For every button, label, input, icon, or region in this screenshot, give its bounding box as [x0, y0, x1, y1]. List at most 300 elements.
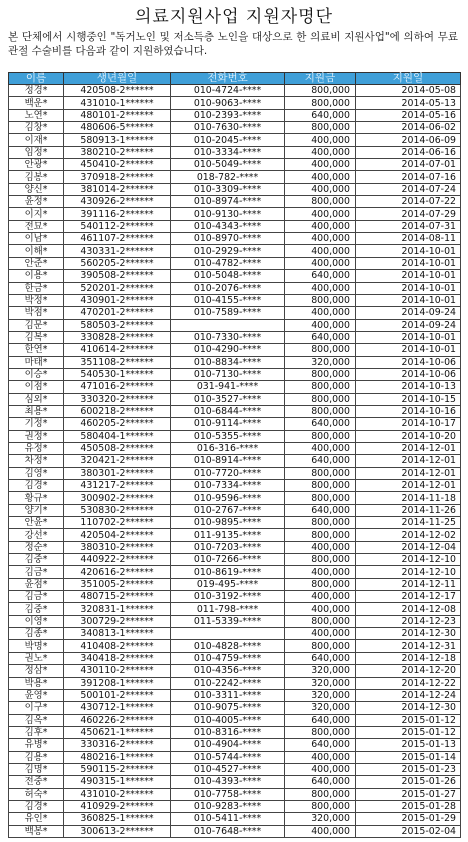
cell-birthdate: 380310-2****** [64, 541, 171, 553]
cell-date: 2014-07-31 [356, 220, 461, 232]
cell-name: 심외* [9, 393, 64, 405]
cell-date: 2014-10-13 [356, 381, 461, 393]
cell-birthdate: 470201-2****** [64, 307, 171, 319]
cell-phone: 010-6844-**** [171, 405, 285, 417]
cell-name: 윤영* [9, 689, 64, 701]
table-row [9, 418, 461, 430]
cell-birthdate: 600218-2****** [64, 405, 171, 417]
cell-amount: 400,000 [285, 566, 356, 578]
table-row [9, 257, 461, 269]
cell-amount: 640,000 [285, 270, 356, 282]
cell-amount: 800,000 [285, 122, 356, 134]
cell-amount: 320,000 [285, 702, 356, 714]
cell-amount: 400,000 [285, 245, 356, 257]
cell-birthdate: 480101-2****** [64, 109, 171, 121]
table-row [9, 615, 461, 627]
cell-amount: 640,000 [285, 739, 356, 751]
cell-birthdate: 430110-2****** [64, 665, 171, 677]
cell-phone: 010-9114-**** [171, 418, 285, 430]
cell-birthdate: 450410-2****** [64, 159, 171, 171]
cell-date: 2014-12-24 [356, 689, 461, 701]
header-phone: 전화번호 [171, 73, 285, 85]
cell-amount: 800,000 [285, 294, 356, 306]
cell-date: 2014-11-25 [356, 517, 461, 529]
cell-amount: 640,000 [285, 776, 356, 788]
table-row [9, 97, 461, 109]
table-row [9, 813, 461, 825]
table-row [9, 554, 461, 566]
table-row [9, 233, 461, 245]
cell-name: 유정* [9, 442, 64, 454]
cell-name: 김문* [9, 319, 64, 331]
cell-amount: 800,000 [285, 85, 356, 97]
cell-name: 이지* [9, 208, 64, 220]
cell-phone: 010-4527-**** [171, 763, 285, 775]
cell-phone [171, 628, 285, 640]
cell-phone: 010-2393-**** [171, 109, 285, 121]
cell-birthdate: 370918-2****** [64, 171, 171, 183]
cell-phone: 010-2767-**** [171, 504, 285, 516]
cell-birthdate: 430712-1****** [64, 702, 171, 714]
table-row [9, 122, 461, 134]
cell-amount: 320,000 [285, 813, 356, 825]
cell-phone: 010-8914-**** [171, 455, 285, 467]
header-birthdate: 생년월일 [64, 73, 171, 85]
cell-name: 정삼* [9, 665, 64, 677]
cell-birthdate: 560205-2****** [64, 257, 171, 269]
table-row [9, 640, 461, 652]
cell-amount: 640,000 [285, 504, 356, 516]
cell-phone: 011-798-**** [171, 603, 285, 615]
cell-amount: 400,000 [285, 257, 356, 269]
cell-amount: 640,000 [285, 109, 356, 121]
table-row [9, 467, 461, 479]
cell-name: 이용* [9, 270, 64, 282]
table-row [9, 726, 461, 738]
cell-date: 2014-10-20 [356, 430, 461, 442]
table-row [9, 529, 461, 541]
cell-date: 2014-12-01 [356, 480, 461, 492]
header-amount: 지원금 [285, 73, 356, 85]
cell-amount: 800,000 [285, 640, 356, 652]
cell-birthdate: 410408-2****** [64, 640, 171, 652]
table-row [9, 109, 461, 121]
cell-birthdate: 420504-2****** [64, 529, 171, 541]
cell-name: 정경* [9, 85, 64, 97]
cell-date: 2014-10-01 [356, 282, 461, 294]
cell-birthdate: 450621-1****** [64, 726, 171, 738]
cell-birthdate: 580503-2****** [64, 319, 171, 331]
table-row [9, 541, 461, 553]
cell-phone: 010-9063-**** [171, 97, 285, 109]
cell-amount: 800,000 [285, 492, 356, 504]
cell-phone: 010-9075-**** [171, 702, 285, 714]
cell-date: 2014-12-10 [356, 554, 461, 566]
cell-birthdate: 480606-5****** [64, 122, 171, 134]
table-row [9, 356, 461, 368]
cell-name: 이점* [9, 381, 64, 393]
cell-name: 김경* [9, 480, 64, 492]
cell-name: 차정* [9, 455, 64, 467]
cell-name: 안윤* [9, 517, 64, 529]
cell-date: 2015-01-12 [356, 714, 461, 726]
cell-date: 2014-12-30 [356, 628, 461, 640]
table-row [9, 134, 461, 146]
table-row [9, 393, 461, 405]
cell-name: 최용* [9, 405, 64, 417]
cell-amount: 400,000 [285, 763, 356, 775]
cell-birthdate: 460205-2****** [64, 418, 171, 430]
table-row [9, 665, 461, 677]
table-row [9, 578, 461, 590]
cell-phone: 010-3192-**** [171, 591, 285, 603]
table-row [9, 307, 461, 319]
cell-name: 김경* [9, 800, 64, 812]
table-row [9, 702, 461, 714]
cell-name: 전중* [9, 776, 64, 788]
cell-phone: 010-7334-**** [171, 480, 285, 492]
cell-date: 2015-01-26 [356, 776, 461, 788]
cell-date: 2014-09-24 [356, 319, 461, 331]
cell-name: 권노* [9, 652, 64, 664]
cell-name: 마태* [9, 356, 64, 368]
cell-date: 2014-10-06 [356, 356, 461, 368]
table-row [9, 245, 461, 257]
cell-name: 노연* [9, 109, 64, 121]
cell-amount: 800,000 [285, 554, 356, 566]
cell-name: 안광* [9, 159, 64, 171]
table-row [9, 146, 461, 158]
cell-date: 2015-01-29 [356, 813, 461, 825]
cell-phone: 010-2076-**** [171, 282, 285, 294]
cell-birthdate: 320421-2****** [64, 455, 171, 467]
cell-name: 김영* [9, 467, 64, 479]
cell-amount: 800,000 [285, 578, 356, 590]
table-row [9, 517, 461, 529]
cell-phone: 010-5048-**** [171, 270, 285, 282]
cell-phone: 010-9895-**** [171, 517, 285, 529]
cell-phone: 010-7330-**** [171, 331, 285, 343]
cell-date: 2014-12-10 [356, 566, 461, 578]
cell-date: 2014-12-22 [356, 677, 461, 689]
cell-phone: 010-4782-**** [171, 257, 285, 269]
table-row [9, 504, 461, 516]
cell-name: 강선* [9, 529, 64, 541]
cell-birthdate: 580913-1****** [64, 134, 171, 146]
table-row [9, 689, 461, 701]
cell-date: 2014-07-01 [356, 159, 461, 171]
cell-phone: 010-4155-**** [171, 294, 285, 306]
cell-date: 2014-08-11 [356, 233, 461, 245]
cell-name: 김봉* [9, 171, 64, 183]
cell-birthdate: 530830-2****** [64, 504, 171, 516]
cell-name: 유병* [9, 739, 64, 751]
cell-amount: 400,000 [285, 146, 356, 158]
cell-amount: 400,000 [285, 220, 356, 232]
cell-phone: 010-4393-**** [171, 776, 285, 788]
cell-amount: 400,000 [285, 628, 356, 640]
cell-phone: 010-7589-**** [171, 307, 285, 319]
cell-date: 2014-12-30 [356, 702, 461, 714]
cell-name: 정순* [9, 541, 64, 553]
cell-birthdate: 460226-2****** [64, 714, 171, 726]
cell-date: 2014-10-01 [356, 245, 461, 257]
cell-date: 2015-01-13 [356, 739, 461, 751]
cell-name: 이승* [9, 368, 64, 380]
cell-birthdate: 480216-1****** [64, 751, 171, 763]
cell-name: 전묘* [9, 220, 64, 232]
cell-amount: 800,000 [285, 726, 356, 738]
cell-name: 김복* [9, 331, 64, 343]
cell-amount: 400,000 [285, 307, 356, 319]
cell-birthdate: 540530-1****** [64, 368, 171, 380]
cell-date: 2014-12-31 [356, 640, 461, 652]
cell-birthdate: 330316-2****** [64, 739, 171, 751]
cell-phone: 010-4759-**** [171, 652, 285, 664]
cell-name: 윤점* [9, 578, 64, 590]
cell-name: 이남* [9, 233, 64, 245]
cell-date: 2014-10-17 [356, 418, 461, 430]
cell-amount: 400,000 [285, 825, 356, 837]
cell-phone: 010-4290-**** [171, 344, 285, 356]
cell-phone: 010-4904-**** [171, 739, 285, 751]
cell-name: 김금* [9, 566, 64, 578]
cell-amount: 320,000 [285, 356, 356, 368]
cell-date: 2014-12-01 [356, 455, 461, 467]
cell-name: 이구* [9, 702, 64, 714]
cell-name: 김중* [9, 554, 64, 566]
cell-amount: 400,000 [285, 159, 356, 171]
cell-birthdate: 430331-2****** [64, 245, 171, 257]
cell-date: 2014-06-09 [356, 134, 461, 146]
cell-birthdate: 320831-1****** [64, 603, 171, 615]
cell-date: 2015-01-28 [356, 800, 461, 812]
cell-birthdate: 420508-2****** [64, 85, 171, 97]
cell-date: 2014-12-17 [356, 591, 461, 603]
cell-birthdate: 391208-1****** [64, 677, 171, 689]
cell-date: 2014-12-23 [356, 615, 461, 627]
cell-phone: 031-941-**** [171, 381, 285, 393]
cell-name: 양신* [9, 183, 64, 195]
cell-phone [171, 319, 285, 331]
cell-date: 2014-10-06 [356, 368, 461, 380]
cell-amount: 320,000 [285, 677, 356, 689]
table-row [9, 492, 461, 504]
cell-phone: 010-5049-**** [171, 159, 285, 171]
cell-amount: 800,000 [285, 430, 356, 442]
cell-phone: 010-7203-**** [171, 541, 285, 553]
table-row [9, 591, 461, 603]
table-row [9, 196, 461, 208]
cell-birthdate: 580404-1****** [64, 430, 171, 442]
cell-amount: 800,000 [285, 480, 356, 492]
table-row [9, 442, 461, 454]
cell-phone: 011-9135-**** [171, 529, 285, 541]
cell-birthdate: 300729-2****** [64, 615, 171, 627]
cell-birthdate: 430901-2****** [64, 294, 171, 306]
table-row [9, 566, 461, 578]
cell-amount: 400,000 [285, 591, 356, 603]
cell-amount: 800,000 [285, 381, 356, 393]
cell-date: 2015-02-04 [356, 825, 461, 837]
cell-name: 허숙* [9, 788, 64, 800]
cell-phone: 010-4828-**** [171, 640, 285, 652]
cell-name: 한연* [9, 344, 64, 356]
cell-date: 2014-12-04 [356, 541, 461, 553]
table-row [9, 480, 461, 492]
recipient-table [8, 72, 461, 838]
cell-birthdate: 381014-2****** [64, 183, 171, 195]
cell-amount: 800,000 [285, 615, 356, 627]
document-title: 의료지원사업 지원자명단 [134, 7, 334, 27]
table-row [9, 159, 461, 171]
cell-date: 2014-11-18 [356, 492, 461, 504]
cell-amount: 800,000 [285, 196, 356, 208]
cell-date: 2014-10-15 [356, 393, 461, 405]
cell-birthdate: 450508-2****** [64, 442, 171, 454]
cell-name: 박정* [9, 294, 64, 306]
cell-name: 김용* [9, 751, 64, 763]
table-row [9, 208, 461, 220]
table-row [9, 381, 461, 393]
cell-amount: 400,000 [285, 541, 356, 553]
cell-date: 2014-05-08 [356, 85, 461, 97]
cell-date: 2014-05-16 [356, 109, 461, 121]
cell-birthdate: 410929-2****** [64, 800, 171, 812]
table-row [9, 763, 461, 775]
cell-amount: 640,000 [285, 331, 356, 343]
cell-date: 2014-12-02 [356, 529, 461, 541]
cell-name: 권정* [9, 430, 64, 442]
cell-phone: 010-2929-**** [171, 245, 285, 257]
cell-amount: 400,000 [285, 282, 356, 294]
cell-date: 2015-01-23 [356, 763, 461, 775]
cell-phone: 010-7130-**** [171, 368, 285, 380]
cell-name: 이재* [9, 134, 64, 146]
cell-amount: 800,000 [285, 529, 356, 541]
cell-amount: 800,000 [285, 97, 356, 109]
cell-name: 김후* [9, 726, 64, 738]
cell-phone: 010-3311-**** [171, 689, 285, 701]
cell-amount: 800,000 [285, 368, 356, 380]
table-row [9, 344, 461, 356]
cell-birthdate: 351108-2****** [64, 356, 171, 368]
cell-birthdate: 430926-2****** [64, 196, 171, 208]
cell-name: 김중* [9, 603, 64, 615]
cell-name: 김창* [9, 122, 64, 134]
table-row [9, 776, 461, 788]
cell-date: 2014-12-11 [356, 578, 461, 590]
cell-phone: 010-2242-**** [171, 677, 285, 689]
cell-name: 김금* [9, 591, 64, 603]
cell-phone: 010-5411-**** [171, 813, 285, 825]
cell-name: 김명* [9, 763, 64, 775]
cell-birthdate: 330828-2****** [64, 331, 171, 343]
cell-birthdate: 300613-2****** [64, 825, 171, 837]
table-body [9, 85, 461, 838]
cell-date: 2014-12-08 [356, 603, 461, 615]
cell-birthdate: 431217-2****** [64, 480, 171, 492]
header-date: 지원일 [356, 73, 461, 85]
cell-name: 한금* [9, 282, 64, 294]
header-name: 이름 [9, 73, 64, 85]
cell-phone: 010-3309-**** [171, 183, 285, 195]
cell-birthdate: 340813-1****** [64, 628, 171, 640]
table-row [9, 282, 461, 294]
cell-birthdate: 420616-2****** [64, 566, 171, 578]
cell-birthdate: 480715-2****** [64, 591, 171, 603]
cell-phone: 010-8974-**** [171, 196, 285, 208]
table-row [9, 455, 461, 467]
cell-phone: 010-9283-**** [171, 800, 285, 812]
cell-date: 2014-12-20 [356, 665, 461, 677]
cell-amount: 800,000 [285, 405, 356, 417]
table-row [9, 368, 461, 380]
cell-birthdate: 391116-2****** [64, 208, 171, 220]
cell-amount: 800,000 [285, 788, 356, 800]
cell-date: 2014-10-01 [356, 294, 461, 306]
cell-date: 2014-07-29 [356, 208, 461, 220]
cell-amount: 800,000 [285, 800, 356, 812]
cell-phone: 016-316-**** [171, 442, 285, 454]
table-row [9, 714, 461, 726]
table-row [9, 628, 461, 640]
cell-phone: 010-3527-**** [171, 393, 285, 405]
cell-amount: 640,000 [285, 455, 356, 467]
cell-name: 윤정* [9, 196, 64, 208]
cell-birthdate: 471016-2****** [64, 381, 171, 393]
cell-name: 김옥* [9, 714, 64, 726]
table-row [9, 788, 461, 800]
cell-amount: 320,000 [285, 665, 356, 677]
cell-phone: 010-8834-**** [171, 356, 285, 368]
cell-phone: 010-4005-**** [171, 714, 285, 726]
cell-name: 박명* [9, 640, 64, 652]
cell-phone: 010-3334-**** [171, 146, 285, 158]
table-row [9, 294, 461, 306]
cell-name: 김종* [9, 628, 64, 640]
cell-date: 2014-10-01 [356, 331, 461, 343]
cell-date: 2014-09-24 [356, 307, 461, 319]
cell-amount: 400,000 [285, 442, 356, 454]
cell-phone: 010-4356-**** [171, 665, 285, 677]
cell-phone: 011-5339-**** [171, 615, 285, 627]
cell-amount: 400,000 [285, 603, 356, 615]
table-row [9, 183, 461, 195]
cell-date: 2014-06-16 [356, 146, 461, 158]
cell-name: 유인* [9, 813, 64, 825]
cell-phone: 010-5355-**** [171, 430, 285, 442]
cell-date: 2014-11-26 [356, 504, 461, 516]
cell-amount: 400,000 [285, 751, 356, 763]
table-row [9, 739, 461, 751]
cell-phone: 010-2045-**** [171, 134, 285, 146]
table-row [9, 270, 461, 282]
cell-name: 황규* [9, 492, 64, 504]
table-row [9, 603, 461, 615]
cell-date: 2014-12-01 [356, 467, 461, 479]
cell-phone: 010-7648-**** [171, 825, 285, 837]
cell-phone: 010-8970-**** [171, 233, 285, 245]
cell-birthdate: 380301-2****** [64, 467, 171, 479]
cell-date: 2014-06-02 [356, 122, 461, 134]
cell-amount: 800,000 [285, 344, 356, 356]
cell-birthdate: 351005-2****** [64, 578, 171, 590]
cell-amount: 400,000 [285, 233, 356, 245]
cell-amount: 400,000 [285, 319, 356, 331]
intro-paragraph: 본 단체에서 시행중인 "독거노인 및 저소득층 노인을 대상으로 한 의료비 지원사업"에 의하여 무료관절 수술비를 다음과 같이 지원하였습니다. [8, 31, 458, 57]
cell-birthdate: 110702-2****** [64, 517, 171, 529]
